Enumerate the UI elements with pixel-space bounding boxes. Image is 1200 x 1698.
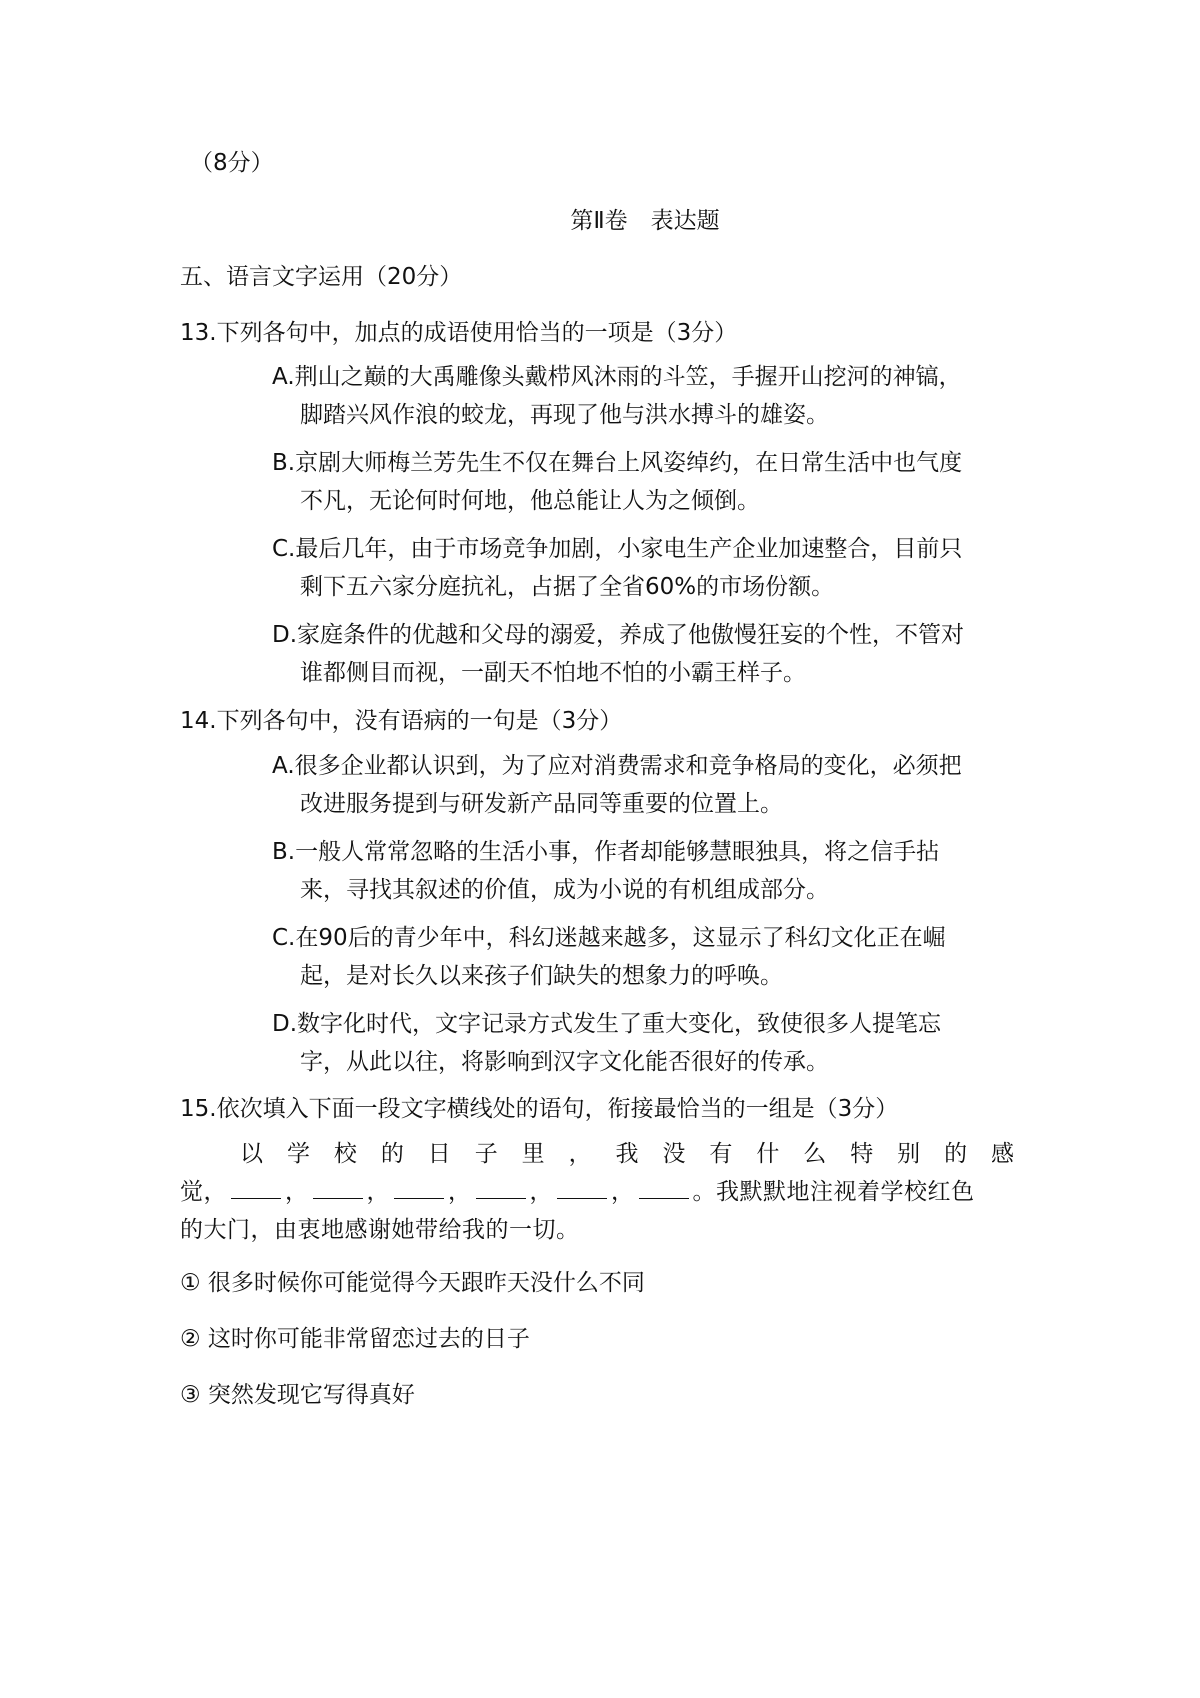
passage-text: 。我默默地注视着学校红色 bbox=[692, 1179, 975, 1205]
fill-blank-4 bbox=[476, 1176, 526, 1199]
option-text-cont: 改进服务提到与研发新产品同等重要的位置上。 bbox=[300, 791, 783, 817]
q13-option-a bbox=[272, 358, 1032, 434]
passage-separator: ， bbox=[366, 1179, 390, 1205]
option-label: D. bbox=[272, 1011, 298, 1037]
option-text: 家庭条件的优越和父母的溺爱，养成了他傲慢狂妄的个性，不管对 bbox=[297, 622, 965, 648]
passage-separator: ， bbox=[285, 1179, 309, 1205]
option-text-cont: 起，是对长久以来孩子们缺失的想象力的呼唤。 bbox=[300, 963, 783, 989]
fill-blank-1 bbox=[231, 1176, 281, 1199]
passage-line-3: 的大门，由衷地感谢她带给我的一切。 bbox=[180, 1217, 580, 1243]
q15-item-3: ③ 突然发现它写得真好 bbox=[180, 1382, 415, 1408]
option-text: 数字化时代，文字记录方式发生了重大变化，致使很多人提笔忘 bbox=[297, 1011, 942, 1037]
option-text-cont: 剩下五六家分庭抗礼，占据了全省60%的市场份额。 bbox=[300, 574, 835, 600]
question-15-stem: 15.依次填入下面一段文字横线处的语句，衔接最恰当的一组是（3分） bbox=[180, 1096, 899, 1122]
q13-option-b bbox=[272, 444, 1032, 520]
passage-separator: ， bbox=[448, 1179, 472, 1205]
option-label: C. bbox=[272, 925, 296, 951]
score-note: （8分） bbox=[190, 150, 274, 176]
part-heading: 五、语言文字运用（20分） bbox=[180, 264, 463, 290]
option-label: C. bbox=[272, 536, 296, 562]
option-text-cont: 不凡，无论何时何地，他总能让人为之倾倒。 bbox=[300, 488, 760, 514]
option-label: A. bbox=[272, 753, 295, 779]
q15-item-2: ② 这时你可能非常留恋过去的日子 bbox=[180, 1326, 530, 1352]
fill-blank-3 bbox=[394, 1176, 444, 1199]
q15-item-1: ① 很多时候你可能觉得今天跟昨天没什么不同 bbox=[180, 1270, 645, 1296]
option-text-cont: 谁都侧目而视，一副天不怕地不怕的小霸王样子。 bbox=[300, 660, 806, 686]
option-text-cont: 来，寻找其叙述的价值，成为小说的有机组成部分。 bbox=[300, 877, 829, 903]
option-text: 一般人常常忽略的生活小事，作者却能够慧眼独具，将之信手拈 bbox=[295, 839, 940, 865]
passage-line-1: 以学校的日子里，我没有什么特别的感 bbox=[240, 1141, 1032, 1167]
section-title: 第Ⅱ卷 表达题 bbox=[570, 208, 720, 234]
fill-blank-5 bbox=[557, 1176, 607, 1199]
passage-separator: ， bbox=[529, 1179, 553, 1205]
option-text-cont: 字，从此以往，将影响到汉字文化能否很好的传承。 bbox=[300, 1049, 829, 1075]
q14-option-a bbox=[272, 747, 1032, 823]
option-text: 很多企业都认识到，为了应对消费需求和竞争格局的变化，必须把 bbox=[294, 753, 962, 779]
option-text: 在90后的青少年中，科幻迷越来越多，这显示了科幻文化正在崛 bbox=[295, 925, 946, 951]
option-label: D. bbox=[272, 622, 298, 648]
passage-text: 觉， bbox=[180, 1179, 227, 1205]
passage-separator: ， bbox=[611, 1179, 635, 1205]
q15-passage bbox=[180, 1135, 1032, 1249]
option-label: A. bbox=[272, 364, 295, 390]
fill-blank-2 bbox=[313, 1176, 363, 1199]
option-text-cont: 脚踏兴风作浪的蛟龙，再现了他与洪水搏斗的雄姿。 bbox=[300, 402, 829, 428]
fill-blank-6 bbox=[639, 1176, 689, 1199]
question-14-stem: 14.下列各句中，没有语病的一句是（3分） bbox=[180, 708, 623, 734]
q14-option-d bbox=[272, 1005, 1032, 1081]
option-text: 最后几年，由于市场竞争加剧，小家电生产企业加速整合，目前只 bbox=[295, 536, 963, 562]
question-13-stem: 13.下列各句中，加点的成语使用恰当的一项是（3分） bbox=[180, 320, 738, 346]
option-text: 荆山之巅的大禹雕像头戴栉风沐雨的斗笠，手握开山挖河的神镐， bbox=[294, 364, 962, 390]
option-label: B. bbox=[272, 839, 296, 865]
q14-option-c bbox=[272, 919, 1032, 995]
q14-option-b bbox=[272, 833, 1032, 909]
option-text: 京剧大师梅兰芳先生不仅在舞台上风姿绰约，在日常生活中也气度 bbox=[295, 450, 963, 476]
option-label: B. bbox=[272, 450, 296, 476]
q13-option-c bbox=[272, 530, 1032, 606]
passage-line-2 bbox=[180, 1173, 1032, 1211]
q13-option-d bbox=[272, 616, 1032, 692]
